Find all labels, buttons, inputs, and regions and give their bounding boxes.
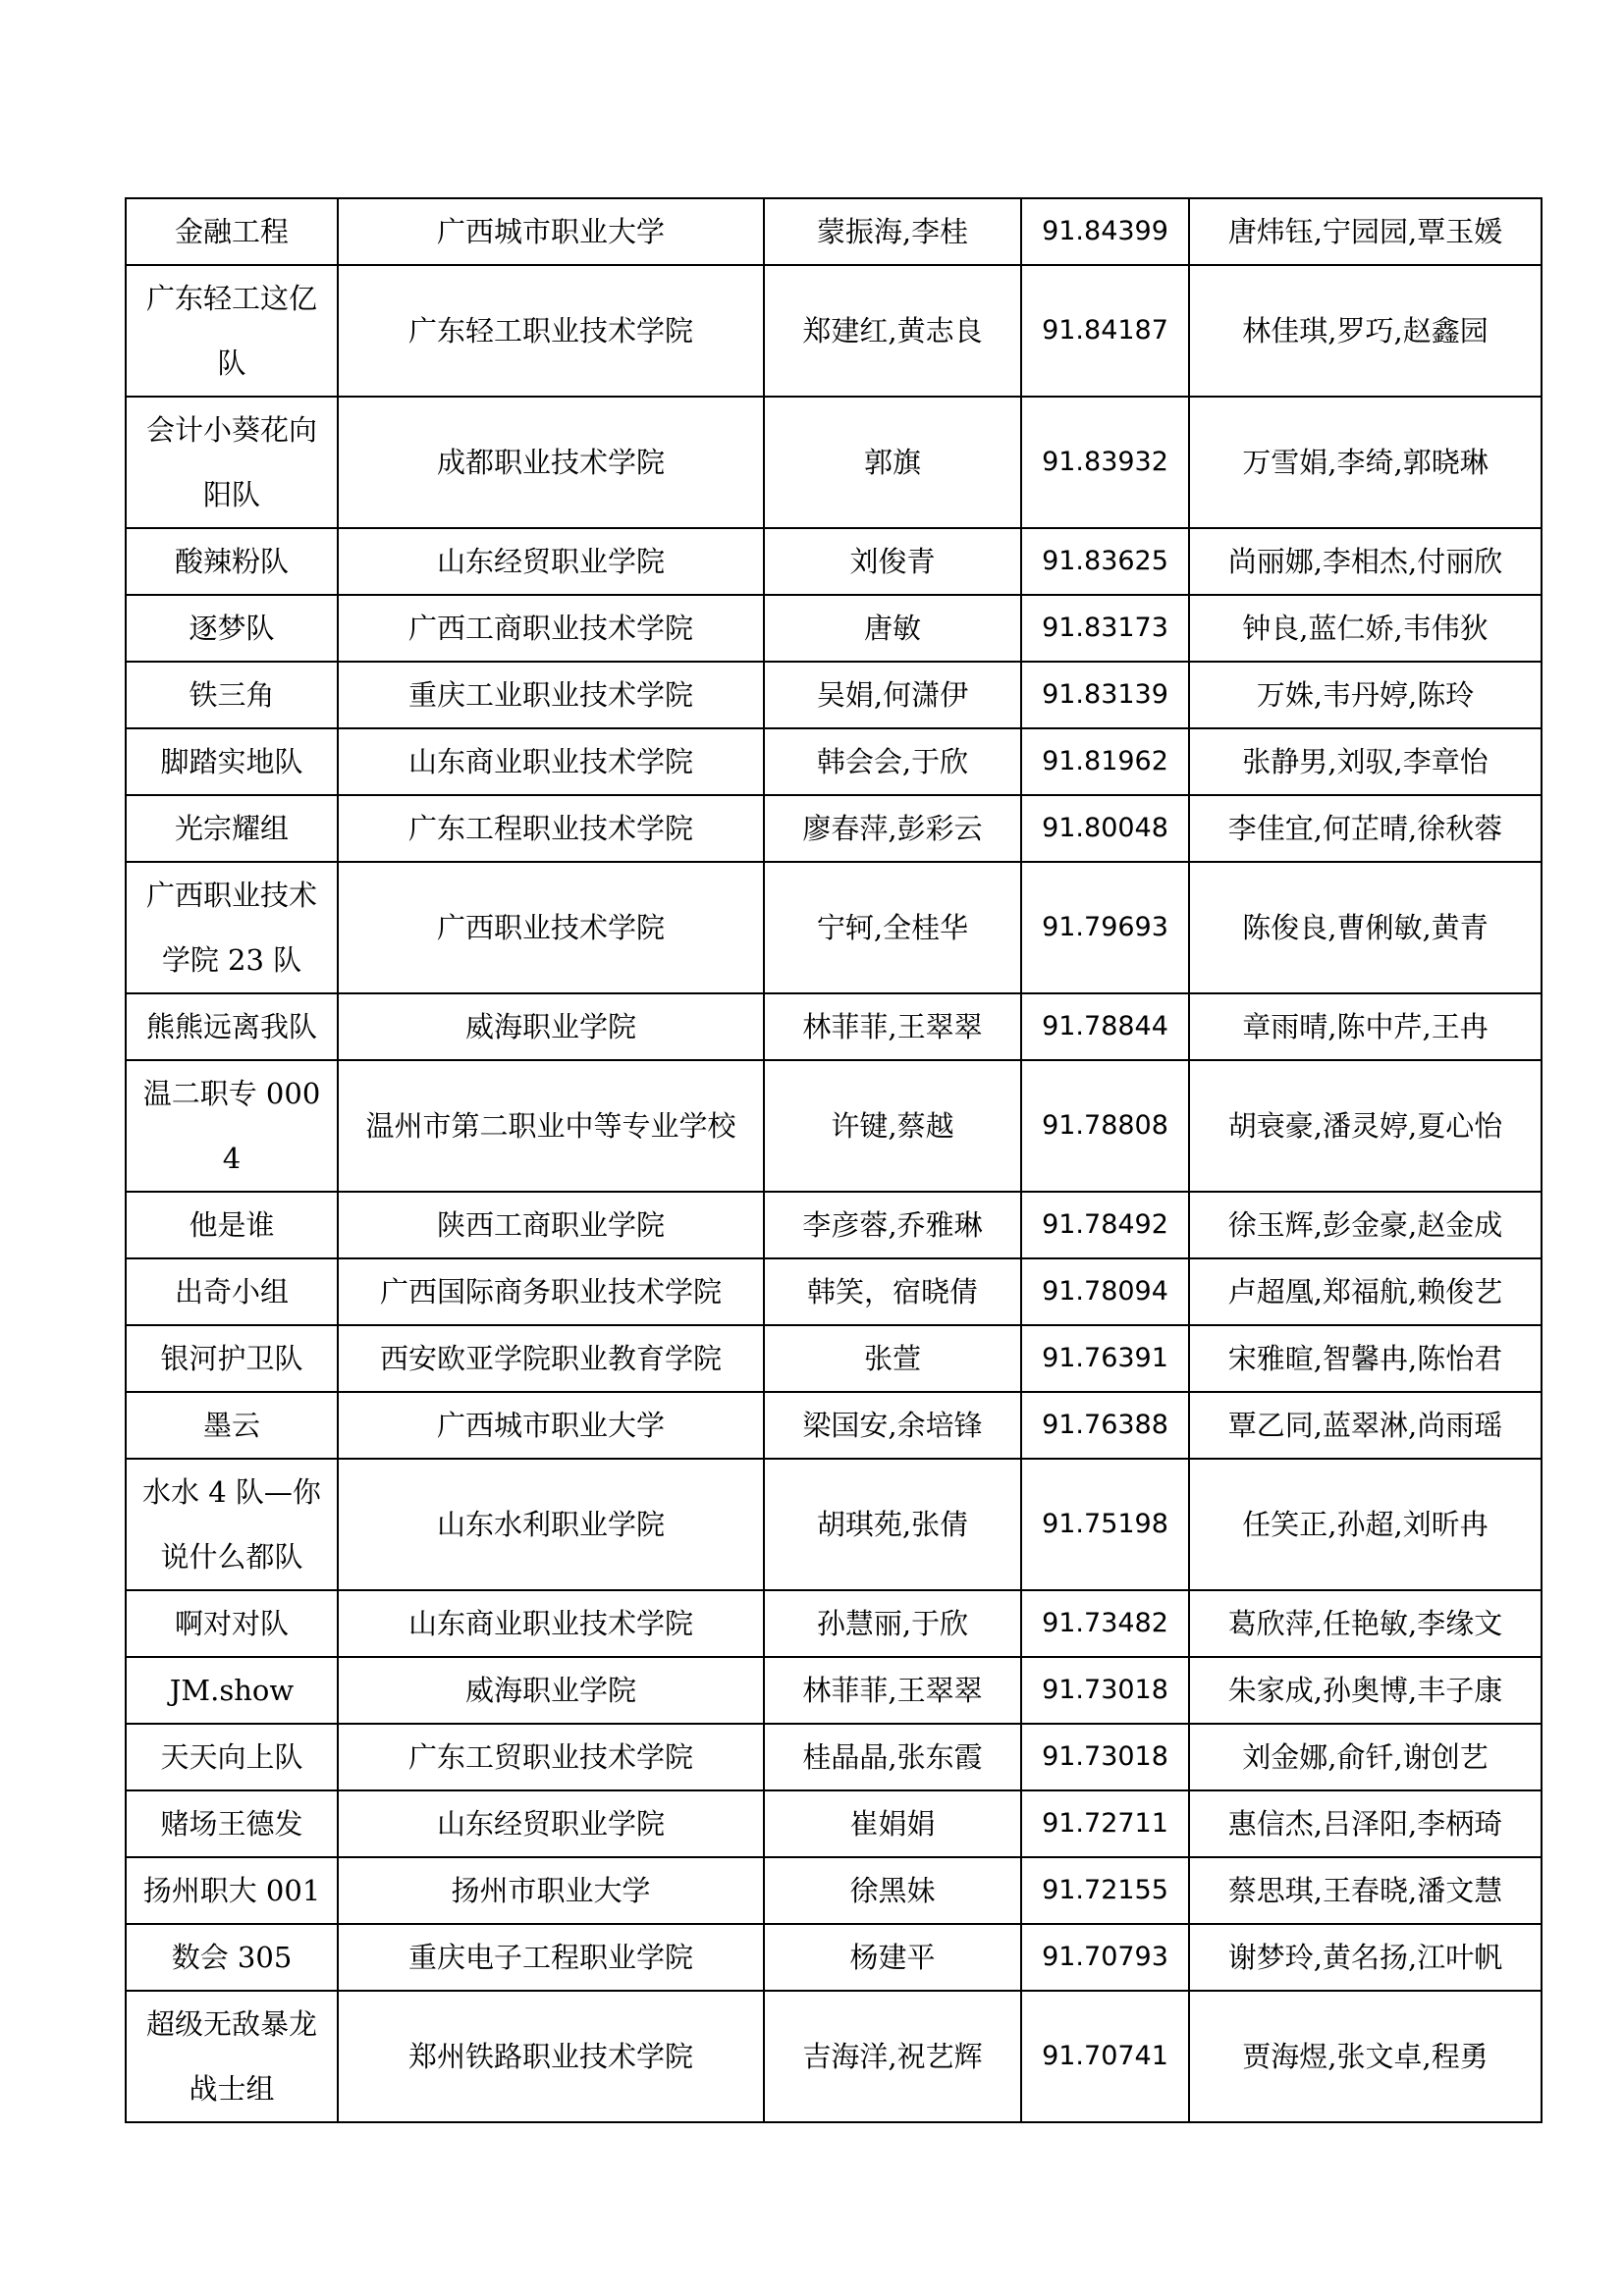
advisor-cell: 林菲菲,王翠翠 <box>764 993 1021 1060</box>
table-row <box>126 1924 1542 1991</box>
score-cell: 91.78492 <box>1021 1192 1189 1258</box>
score-cell: 91.76391 <box>1021 1325 1189 1392</box>
school-cell: 山东水利职业学院 <box>338 1459 764 1590</box>
score-cell: 91.83625 <box>1021 528 1189 595</box>
members-cell: 章雨晴,陈中芹,王冉 <box>1189 993 1542 1060</box>
score-cell: 91.78094 <box>1021 1258 1189 1325</box>
team-name-cell: 啊对对队 <box>126 1590 338 1657</box>
team-name-cell: 脚踏实地队 <box>126 728 338 795</box>
members-cell: 朱家成,孙奥博,丰子康 <box>1189 1657 1542 1724</box>
members-cell: 惠信杰,吕泽阳,李柄琦 <box>1189 1790 1542 1857</box>
results-table-body <box>126 198 1542 2122</box>
school-cell: 广西城市职业大学 <box>338 198 764 265</box>
school-cell: 广东工程职业技术学院 <box>338 795 764 862</box>
school-cell: 山东商业职业技术学院 <box>338 728 764 795</box>
score-cell: 91.81962 <box>1021 728 1189 795</box>
members-cell: 张静男,刘驭,李章怡 <box>1189 728 1542 795</box>
score-cell: 91.79693 <box>1021 862 1189 993</box>
members-cell: 贾海煜,张文卓,程勇 <box>1189 1991 1542 2122</box>
members-cell: 万雪娟,李绮,郭晓琳 <box>1189 397 1542 528</box>
school-cell: 山东商业职业技术学院 <box>338 1590 764 1657</box>
table-row <box>126 1060 1542 1192</box>
table-row <box>126 1790 1542 1857</box>
members-cell: 宋雅暄,智馨冉,陈怡君 <box>1189 1325 1542 1392</box>
score-cell: 91.83173 <box>1021 595 1189 662</box>
school-cell: 广东工贸职业技术学院 <box>338 1724 764 1790</box>
advisor-cell: 胡琪苑,张倩 <box>764 1459 1021 1590</box>
team-name-cell: 超级无敌暴龙战士组 <box>126 1991 338 2122</box>
team-name-cell: 扬州职大 001 <box>126 1857 338 1924</box>
score-cell: 91.70741 <box>1021 1991 1189 2122</box>
team-name-cell: 天天向上队 <box>126 1724 338 1790</box>
team-name-cell: 出奇小组 <box>126 1258 338 1325</box>
table-row <box>126 595 1542 662</box>
table-row <box>126 662 1542 728</box>
score-cell: 91.83932 <box>1021 397 1189 528</box>
table-row <box>126 1857 1542 1924</box>
members-cell: 蔡思琪,王春晓,潘文慧 <box>1189 1857 1542 1924</box>
results-sheet <box>125 197 1541 2123</box>
advisor-cell: 崔娟娟 <box>764 1790 1021 1857</box>
advisor-cell: 韩会会,于欣 <box>764 728 1021 795</box>
advisor-cell: 刘俊青 <box>764 528 1021 595</box>
table-row <box>126 198 1542 265</box>
advisor-cell: 郑建红,黄志良 <box>764 265 1021 397</box>
school-cell: 威海职业学院 <box>338 1657 764 1724</box>
members-cell: 林佳琪,罗巧,赵鑫园 <box>1189 265 1542 397</box>
team-name-cell: 他是谁 <box>126 1192 338 1258</box>
team-name-cell: 温二职专 0004 <box>126 1060 338 1192</box>
score-cell: 91.83139 <box>1021 662 1189 728</box>
team-name-cell: 会计小葵花向阳队 <box>126 397 338 528</box>
advisor-cell: 张萱 <box>764 1325 1021 1392</box>
advisor-cell: 桂晶晶,张东霞 <box>764 1724 1021 1790</box>
score-cell: 91.78844 <box>1021 993 1189 1060</box>
team-name-cell: 墨云 <box>126 1392 338 1459</box>
school-cell: 广西工商职业技术学院 <box>338 595 764 662</box>
score-cell: 91.78808 <box>1021 1060 1189 1192</box>
members-cell: 万姝,韦丹婷,陈玲 <box>1189 662 1542 728</box>
team-name-cell: 酸辣粉队 <box>126 528 338 595</box>
members-cell: 尚丽娜,李相杰,付丽欣 <box>1189 528 1542 595</box>
team-name-cell: 数会 305 <box>126 1924 338 1991</box>
members-cell: 卢超凰,郑福航,赖俊艺 <box>1189 1258 1542 1325</box>
score-cell: 91.70793 <box>1021 1924 1189 1991</box>
advisor-cell: 吉海洋,祝艺辉 <box>764 1991 1021 2122</box>
members-cell: 覃乙同,蓝翠淋,尚雨瑶 <box>1189 1392 1542 1459</box>
advisor-cell: 韩笑，宿晓倩 <box>764 1258 1021 1325</box>
table-row <box>126 1657 1542 1724</box>
score-cell: 91.73018 <box>1021 1657 1189 1724</box>
team-name-cell: 熊熊远离我队 <box>126 993 338 1060</box>
members-cell: 李佳宜,何芷晴,徐秋蓉 <box>1189 795 1542 862</box>
results-table <box>125 197 1543 2123</box>
team-name-cell: 铁三角 <box>126 662 338 728</box>
school-cell: 广西职业技术学院 <box>338 862 764 993</box>
school-cell: 扬州市职业大学 <box>338 1857 764 1924</box>
team-name-cell: 水水 4 队—你说什么都队 <box>126 1459 338 1590</box>
school-cell: 成都职业技术学院 <box>338 397 764 528</box>
school-cell: 重庆电子工程职业学院 <box>338 1924 764 1991</box>
advisor-cell: 杨建平 <box>764 1924 1021 1991</box>
members-cell: 钟良,蓝仁娇,韦伟狄 <box>1189 595 1542 662</box>
score-cell: 91.84399 <box>1021 198 1189 265</box>
advisor-cell: 郭旗 <box>764 397 1021 528</box>
score-cell: 91.80048 <box>1021 795 1189 862</box>
school-cell: 温州市第二职业中等专业学校 <box>338 1060 764 1192</box>
team-name-cell: 广西职业技术学院 23 队 <box>126 862 338 993</box>
advisor-cell: 蒙振海,李桂 <box>764 198 1021 265</box>
score-cell: 91.73018 <box>1021 1724 1189 1790</box>
table-row <box>126 528 1542 595</box>
school-cell: 广东轻工职业技术学院 <box>338 265 764 397</box>
score-cell: 91.72155 <box>1021 1857 1189 1924</box>
team-name-cell: 赌场王德发 <box>126 1790 338 1857</box>
table-row <box>126 862 1542 993</box>
advisor-cell: 许键,蔡越 <box>764 1060 1021 1192</box>
members-cell: 胡衰豪,潘灵婷,夏心怡 <box>1189 1060 1542 1192</box>
members-cell: 徐玉辉,彭金豪,赵金成 <box>1189 1192 1542 1258</box>
members-cell: 陈俊良,曹俐敏,黄青 <box>1189 862 1542 993</box>
score-cell: 91.73482 <box>1021 1590 1189 1657</box>
school-cell: 郑州铁路职业技术学院 <box>338 1991 764 2122</box>
advisor-cell: 徐黑妹 <box>764 1857 1021 1924</box>
table-row <box>126 1258 1542 1325</box>
members-cell: 谢梦玲,黄名扬,江叶帆 <box>1189 1924 1542 1991</box>
members-cell: 唐炜钰,宁园园,覃玉媛 <box>1189 198 1542 265</box>
team-name-cell: 广东轻工这亿队 <box>126 265 338 397</box>
table-row <box>126 728 1542 795</box>
school-cell: 广西国际商务职业技术学院 <box>338 1258 764 1325</box>
school-cell: 西安欧亚学院职业教育学院 <box>338 1325 764 1392</box>
school-cell: 陕西工商职业学院 <box>338 1192 764 1258</box>
advisor-cell: 李彦蓉,乔雅琳 <box>764 1192 1021 1258</box>
table-row <box>126 397 1542 528</box>
table-row <box>126 795 1542 862</box>
advisor-cell: 宁轲,全桂华 <box>764 862 1021 993</box>
school-cell: 山东经贸职业学院 <box>338 1790 764 1857</box>
advisor-cell: 梁国安,余培锋 <box>764 1392 1021 1459</box>
table-row <box>126 1392 1542 1459</box>
score-cell: 91.76388 <box>1021 1392 1189 1459</box>
advisor-cell: 唐敏 <box>764 595 1021 662</box>
team-name-cell: JM.show <box>126 1657 338 1724</box>
score-cell: 91.75198 <box>1021 1459 1189 1590</box>
score-cell: 91.72711 <box>1021 1790 1189 1857</box>
school-cell: 威海职业学院 <box>338 993 764 1060</box>
team-name-cell: 逐梦队 <box>126 595 338 662</box>
table-row <box>126 1590 1542 1657</box>
table-row <box>126 1459 1542 1590</box>
school-cell: 重庆工业职业技术学院 <box>338 662 764 728</box>
members-cell: 刘金娜,俞钎,谢创艺 <box>1189 1724 1542 1790</box>
team-name-cell: 光宗耀组 <box>126 795 338 862</box>
members-cell: 任笑正,孙超,刘昕冉 <box>1189 1459 1542 1590</box>
team-name-cell: 金融工程 <box>126 198 338 265</box>
table-row <box>126 993 1542 1060</box>
advisor-cell: 孙慧丽,于欣 <box>764 1590 1021 1657</box>
table-row <box>126 1724 1542 1790</box>
table-row <box>126 1991 1542 2122</box>
score-cell: 91.84187 <box>1021 265 1189 397</box>
advisor-cell: 廖春萍,彭彩云 <box>764 795 1021 862</box>
school-cell: 山东经贸职业学院 <box>338 528 764 595</box>
school-cell: 广西城市职业大学 <box>338 1392 764 1459</box>
members-cell: 葛欣萍,任艳敏,李缘文 <box>1189 1590 1542 1657</box>
team-name-cell: 银河护卫队 <box>126 1325 338 1392</box>
advisor-cell: 吴娟,何潇伊 <box>764 662 1021 728</box>
table-row <box>126 1325 1542 1392</box>
advisor-cell: 林菲菲,王翠翠 <box>764 1657 1021 1724</box>
table-row <box>126 1192 1542 1258</box>
table-row <box>126 265 1542 397</box>
